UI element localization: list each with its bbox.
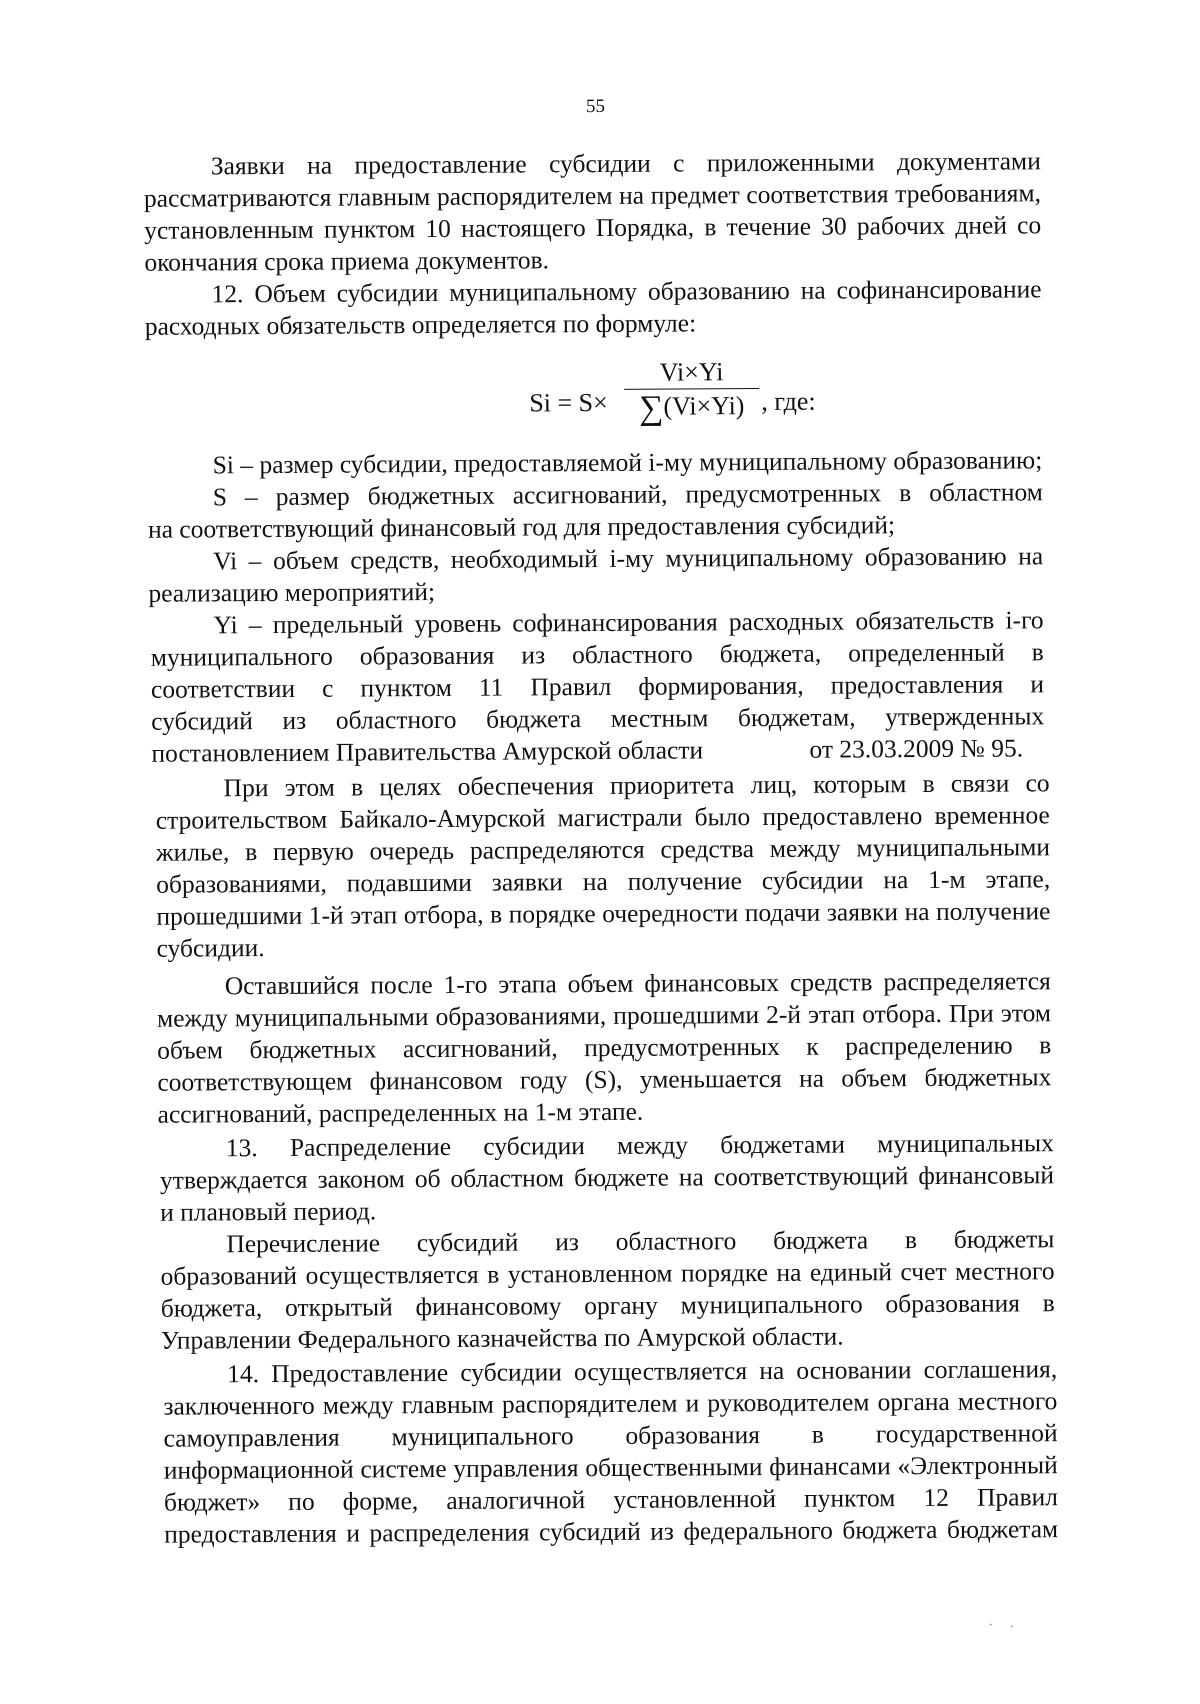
definition-y-cont: муниципального образования из областного бюджета, определенный в (151, 636, 1044, 673)
text-line: 13. Распределение субсидии между бюджетами муниципальных (226, 1127, 1054, 1164)
formula-denominator-group (624, 391, 759, 426)
text-line: Управлении Федерального казначейства по Амурской области. (161, 1321, 844, 1357)
text-line: субсидии. (156, 932, 264, 965)
text-line: информационной системе управления общественными финансами «Электронный (164, 1449, 1058, 1486)
definition-y-cont: субсидий из областного бюджета местным бюджетам, утвержденных (151, 700, 1044, 737)
text-line: соответствующем финансовом году (S), уменьшается на объем бюджетных (157, 1061, 1051, 1098)
text-line: жилье, в первую очередь распределяются средства между муниципальными (156, 831, 1050, 868)
formula-numerator: Vi×Yi (624, 359, 759, 386)
text-line: Заявки на предоставление субсидии с приложенными документами (211, 145, 1041, 182)
formula-denominator: (Vi×Yi) (663, 391, 744, 420)
text-line: 14. Предоставление субсидии осуществляется на основании соглашения, (227, 1353, 1057, 1390)
text-line: При этом в целях обеспечения приоритета лиц, которым в связи со (224, 767, 1050, 804)
definition-si: Si – размер субсидии, предоставляемой i-му муниципальному образованию; (213, 444, 1043, 481)
text-line: прошедшими 1-й этап отбора, в порядке очередности подачи заявки на получение (156, 895, 1050, 932)
text-line: предоставления и распределения субсидий из федерального бюджета бюджетам (164, 1513, 1058, 1550)
formula-lhs: Si = S× (529, 390, 608, 416)
text-line: 12. Объем субсидии муниципальному образованию на софинансирование (212, 273, 1042, 310)
text-line: бюджета, открытый финансовому органу муниципального образования в (161, 1287, 1055, 1324)
text-line: самоуправления муниципального образования в государственной (163, 1417, 1057, 1454)
text-line: ассигнований, распределенных на 1-м этапе. (158, 1096, 644, 1131)
definition-y-date: от 23.03.2009 № 95. (809, 732, 1023, 765)
definition-y-decree: постановлением Правительства Амурской области (151, 734, 703, 769)
text-line: Оставшийся после 1-го этапа объем финансовых средств распределяется (225, 965, 1051, 1002)
text-line: рассматриваются главным распорядителем на предмет соответствия требованиям, (144, 177, 1041, 214)
text-line: объем бюджетных ассигнований, предусмотренных к распределению в (157, 1029, 1051, 1066)
text-line: Перечисление субсидий из областного бюджета в бюджеты (226, 1223, 1054, 1260)
text-line: утверждается законом об областном бюджете на соответствующий финансовый (160, 1159, 1054, 1196)
text-line: расходных обязательств определяется по формуле: (145, 307, 697, 342)
text-line: заключенного между главным распорядителем и руководителем органа местного (163, 1385, 1057, 1422)
text-line: между муниципальными образованиями, прошедшими 2-й этап отбора. При этом (157, 997, 1051, 1034)
text-line: окончания срока приема документов. (144, 244, 549, 278)
formula-suffix: , где: (761, 389, 816, 415)
scan-speck (1011, 1625, 1013, 1627)
definition-y-cont: соответствии с пунктом 11 Правил формирования, предоставления и (151, 668, 1044, 705)
definition-y: Yi – предельный уровень софинансирования расходных обязательств i-го (214, 604, 1044, 641)
definition-v-cont: реализацию мероприятий; (148, 576, 435, 610)
formula-fraction (624, 359, 759, 426)
definition-s-cont: на соответствующий финансовый год для предоставления субсидий; (148, 509, 895, 546)
text-line: установленным пунктом 10 настоящего Порядка, в течение 30 рабочих дней со (144, 209, 1041, 246)
text-line: образованиями, подавшими заявки на получение субсидии на 1-м этапе, (156, 863, 1050, 900)
scan-speck (990, 1624, 992, 1626)
page-number: 55 (0, 92, 1196, 121)
text-line: образований осуществляется в установленном порядке на единый счет местного (161, 1255, 1055, 1292)
text-line: бюджет» по форме, аналогичной установленной пунктом 12 Правил (164, 1481, 1058, 1518)
sigma-symbol: ∑ (639, 390, 663, 427)
definition-s: S – размер бюджетных ассигнований, предусмотренных в областном (213, 476, 1043, 513)
definition-v: Vi – объем средств, необходимый i-му муниципальному образованию на (213, 540, 1043, 577)
text-line: и плановый период. (160, 1195, 376, 1228)
text-line: строительством Байкало-Амурской магистрали было предоставлено временное (156, 799, 1050, 836)
